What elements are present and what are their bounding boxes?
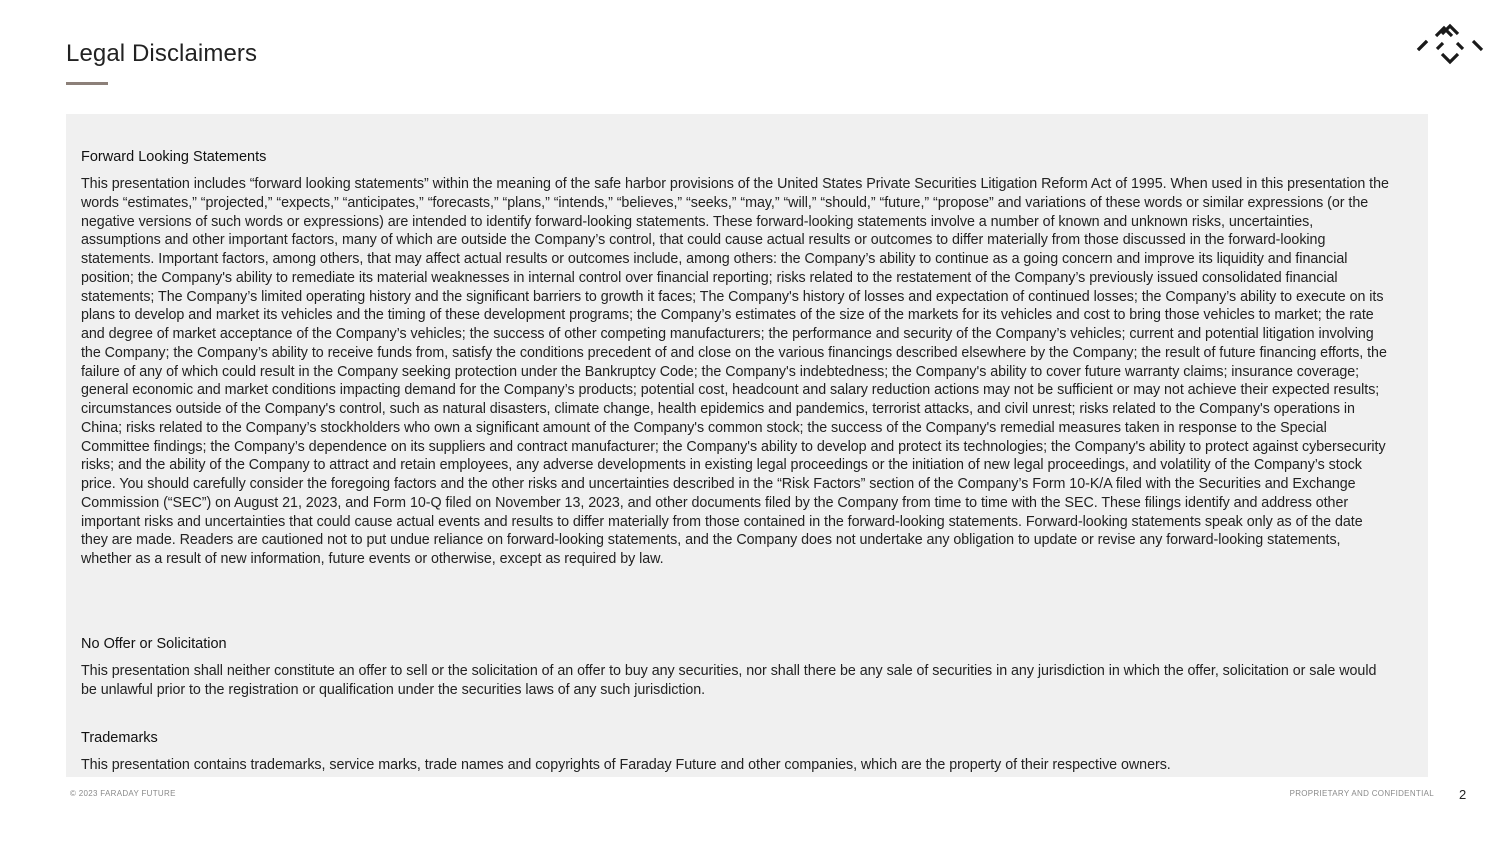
section-heading: Forward Looking Statements bbox=[81, 149, 267, 165]
section-body: This presentation includes “forward looking statements” within the meaning of the safe harbor provisions of the United States Private Securities Litigation Reform Act of 1995. When used in this presentation the words “estimates,” “projected,” “expects,” “anticipates,” “forecasts,” “plans,” “intends,” “believes,” “seeks,” “may,” “will,” “should,” “future,” “propose” and variations of these words or similar expressions (or the negative versions of such words or expressions) are intended to identify forward-looking statements. These forward-looking statements involve a number of known and unknown risks, uncertainties, assumptions and other important factors, many of which are outside the Company’s control, that could cause actual results or outcomes to differ materially from those discussed in the forward-looking statements. Important factors, among others, that may affect actual results or outcomes include, among others: the Company’s ability to continue as a going concern and improve its liquidity and financial position; the Company's ability to remediate its material weaknesses in internal control over financial reporting; risks related to the restatement of the Company’s previously issued consolidated financial statements; The Company’s limited operating history and the significant barriers to growth it faces; The Company's history of losses and expectation of continued losses; the Company’s ability to execute on its plans to develop and market its vehicles and the timing of these development programs; the Company’s estimates of the size of the markets for its vehicles and cost to bring those vehicles to market; the rate and degree of market acceptance of the Company’s vehicles; the success of other competing manufacturers; the performance and security of the Company’s vehicles; current and potential litigation involving the Company; the Company’s ability to receive funds from, satisfy the conditions precedent of and close on the various financings described elsewhere by the Company; the result of future financing efforts, the failure of any of which could result in the Company seeking protection under the Bankruptcy Code; the Company's indebtedness; the Company's ability to cover future warranty claims; insurance coverage; general economic and market conditions impacting demand for the Company’s products; potential cost, headcount and salary reduction actions may not be sufficient or may not achieve their expected results; circumstances outside of the Company's control, such as natural disasters, climate change, health epidemics and pandemics, terrorist attacks, and civil unrest; risks related to the Company's operations in China; risks related to the Company’s stockholders who own a significant amount of the Company's common stock; the success of the Company's remedial measures taken in response to the Special Committee findings; the Company’s dependence on its suppliers and contract manufacturer; the Company's ability to develop and protect its technologies; the Company's ability to protect against cybersecurity risks; and the ability of the Company to attract and retain employees, any adverse developments in existing legal proceedings or the initiation of new legal proceedings, and volatility of the Company’s stock price. You should carefully consider the foregoing factors and the other risks and uncertainties described in the “Risk Factors” section of the Company’s Form 10-K/A filed with the Securities and Exchange Commission (“SEC”) on August 21, 2023, and Form 10-Q filed on November 13, 2023, and other documents filed by the Company from time to time with the SEC. These filings identify and address other important risks and uncertainties that could cause actual events and results to differ materially from those contained in the forward-looking statements. Forward-looking statements speak only as of the date they are made. Readers are cautioned not to put undue reliance on forward-looking statements, and the Company does not undertake any obligation to update or revise any forward-looking statements, whether as a result of new information, future events or otherwise, except as required by law. bbox=[81, 176, 1389, 567]
section-body: This presentation shall neither constitute an offer to sell or the solicitation of an offer to buy any securities, nor shall there be any sale of securities in any jurisdiction in which the offer, solicitation or sale would be unlawful prior to the registration or qualification under the securities laws of any such jurisdiction. bbox=[81, 663, 1377, 698]
disclaimer-panel bbox=[66, 114, 1428, 777]
footer-copyright: © 2023 FARADAY FUTURE bbox=[70, 789, 176, 798]
forward-looking-statements-section bbox=[81, 147, 1393, 569]
section-heading: No Offer or Solicitation bbox=[81, 636, 227, 652]
faraday-future-logo-icon bbox=[1416, 20, 1484, 70]
no-offer-section bbox=[81, 634, 1393, 700]
section-body: This presentation contains trademarks, service marks, trade names and copyrights of Faraday Future and other companies, which are the property of their respective owners. bbox=[81, 757, 1171, 773]
section-heading: Trademarks bbox=[81, 730, 158, 746]
page-number: 2 bbox=[1459, 787, 1467, 802]
page-title: Legal Disclaimers bbox=[66, 40, 258, 67]
trademarks-section bbox=[81, 728, 1393, 775]
footer-confidential: PROPRIETARY AND CONFIDENTIAL bbox=[1289, 789, 1434, 798]
title-underline bbox=[66, 82, 108, 85]
